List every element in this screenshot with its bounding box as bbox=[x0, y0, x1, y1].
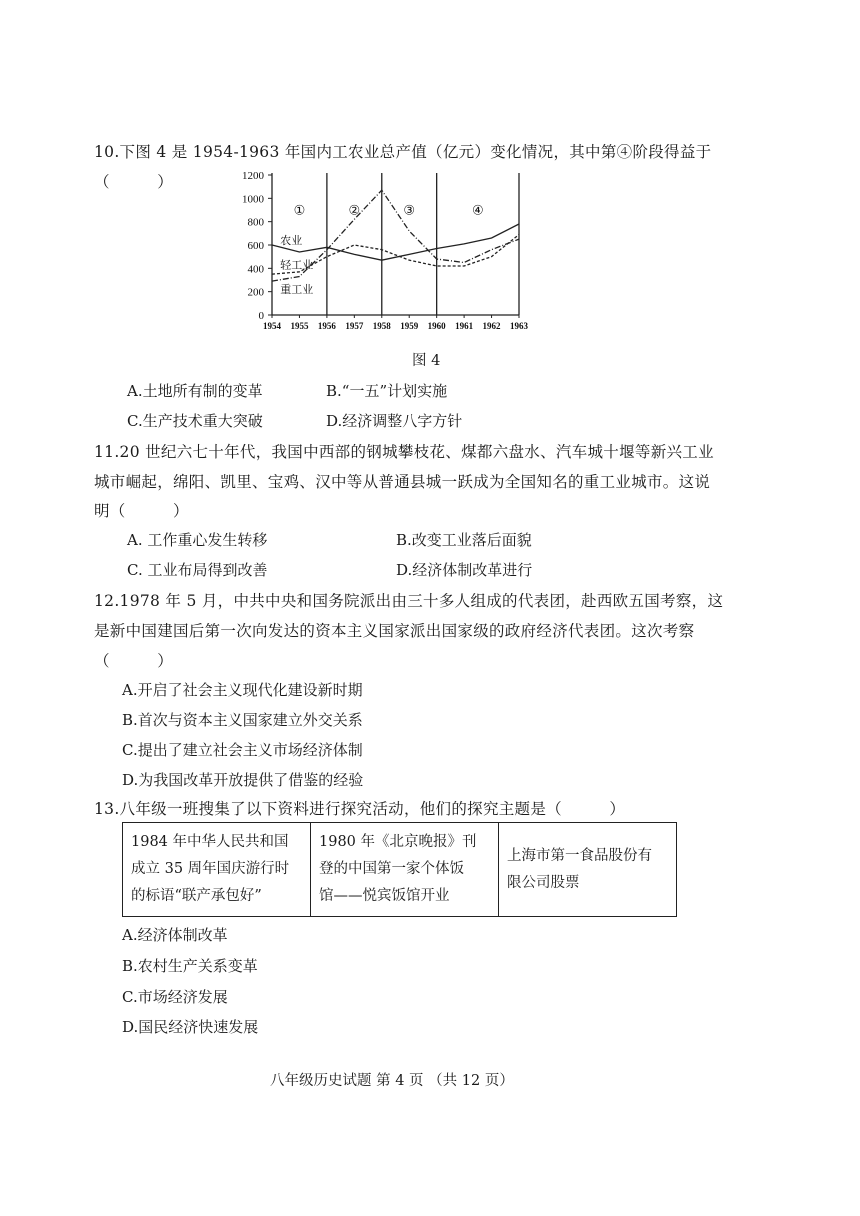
q11-stem-line3: 明（ ） bbox=[94, 502, 189, 520]
q13-option-a[interactable]: A.经济体制改革 bbox=[122, 926, 228, 944]
y-tick-label: 600 bbox=[247, 240, 264, 252]
q11-stem-line1: 11.20 世纪六七十年代，我国中西部的钢城攀枝花、煤都六盘水、汽车城十堰等新兴工业 bbox=[94, 443, 714, 461]
series-label: 重工业 bbox=[280, 282, 314, 296]
y-tick-label: 800 bbox=[247, 216, 264, 229]
q12-option-c[interactable]: C.提出了建立社会主义市场经济体制 bbox=[122, 741, 363, 759]
x-tick-label: 1954 bbox=[263, 321, 281, 331]
phase-label: ① bbox=[293, 203, 306, 219]
output-value-line-chart bbox=[210, 165, 540, 335]
y-tick-label: 400 bbox=[247, 263, 264, 276]
q12-stem-line2: 是新中国建国后第一次向发达的资本主义国家派出国家级的政府经济代表团。这次考察 bbox=[94, 622, 695, 640]
material-2-line-1: 1980 年《北京晚报》刊 bbox=[319, 834, 477, 850]
material-1-line-3: 的标语“联产承包好” bbox=[131, 888, 262, 904]
material-cell-1 bbox=[123, 823, 311, 917]
q12-stem-line3: （ ） bbox=[94, 652, 174, 670]
q10-option-a[interactable]: A.土地所有制的变革 bbox=[127, 382, 263, 400]
q11-option-c[interactable]: C. 工业布局得到改善 bbox=[127, 561, 268, 579]
x-tick-label: 1957 bbox=[345, 321, 364, 331]
material-2-line-3: 馆——悦宾饭馆开业 bbox=[319, 888, 450, 904]
q10-option-d[interactable]: D.经济调整八字方针 bbox=[326, 412, 463, 430]
chart-y-ticks bbox=[242, 170, 272, 322]
q12-option-d[interactable]: D.为我国改革开放提供了借鉴的经验 bbox=[122, 771, 364, 789]
q11-option-d[interactable]: D.经济体制改革进行 bbox=[396, 561, 533, 579]
x-tick-label: 1962 bbox=[482, 321, 501, 331]
q10-option-c[interactable]: C.生产技术重大突破 bbox=[127, 412, 263, 430]
series-label: 农业 bbox=[280, 233, 303, 247]
material-1-line-2: 成立 35 周年国庆游行时 bbox=[131, 861, 290, 877]
y-tick-label: 1200 bbox=[242, 170, 264, 182]
q11-option-a[interactable]: A. 工作重心发生转移 bbox=[127, 531, 268, 549]
x-tick-label: 1961 bbox=[455, 321, 474, 331]
y-tick-label: 200 bbox=[247, 286, 264, 299]
q13-materials-table bbox=[122, 822, 677, 917]
q11-option-b[interactable]: B.改变工业落后面貌 bbox=[396, 531, 532, 549]
chart-x-ticks bbox=[263, 315, 529, 331]
x-tick-label: 1963 bbox=[510, 321, 528, 331]
y-tick-label: 1000 bbox=[242, 193, 264, 206]
q13-option-c[interactable]: C.市场经济发展 bbox=[122, 988, 228, 1006]
series-label: 轻工业 bbox=[280, 258, 314, 272]
material-3-line-1: 上海市第一食品股份有 bbox=[507, 847, 652, 864]
q13-option-b[interactable]: B.农村生产关系变革 bbox=[122, 957, 258, 975]
x-tick-label: 1960 bbox=[427, 321, 446, 331]
chart-series-labels bbox=[280, 233, 313, 296]
phase-label: ④ bbox=[472, 203, 484, 219]
q12-option-a[interactable]: A.开启了社会主义现代化建设新时期 bbox=[122, 681, 363, 699]
material-1-line-1: 1984 年中华人民共和国 bbox=[131, 834, 289, 850]
phase-label: ③ bbox=[403, 203, 416, 219]
material-cell-3 bbox=[499, 823, 677, 917]
q10-stem-line1: 10.下图 4 是 1954-1963 年国内工农业总产值（亿元）变化情况，其中第④阶段得益于 bbox=[94, 143, 712, 161]
page-footer: 八年级历史试题 第 4 页 （共 12 页） bbox=[270, 1073, 514, 1089]
chart-phase-labels bbox=[294, 204, 484, 219]
figure-caption: 图 4 bbox=[412, 353, 441, 369]
material-3-line-2: 限公司股票 bbox=[507, 874, 580, 891]
x-tick-label: 1959 bbox=[400, 321, 419, 331]
material-2-line-2: 登的中国第一家个体饭 bbox=[319, 861, 464, 877]
q13-option-d[interactable]: D.国民经济快速发展 bbox=[122, 1018, 259, 1036]
q13-stem-line1: 13.八年级一班搜集了以下资料进行探究活动，他们的探究主题是（ ） bbox=[94, 800, 626, 818]
chart-phase-dividers bbox=[327, 173, 437, 315]
x-tick-label: 1956 bbox=[317, 321, 336, 331]
q11-stem-line2: 城市崛起，绵阳、凯里、宝鸡、汉中等从普通县城一跃成为全国知名的重工业城市。这说 bbox=[94, 473, 711, 491]
q10-answer-blank: （ ） bbox=[94, 173, 174, 191]
material-cell-2 bbox=[311, 823, 499, 917]
phase-label: ② bbox=[348, 203, 361, 219]
q12-option-b[interactable]: B.首次与资本主义国家建立外交关系 bbox=[122, 711, 363, 729]
q13-materials-row bbox=[123, 823, 677, 917]
x-tick-label: 1958 bbox=[372, 321, 391, 331]
y-tick-label: 0 bbox=[258, 310, 264, 322]
x-tick-label: 1955 bbox=[290, 321, 309, 331]
q10-option-b[interactable]: B.“一五”计划实施 bbox=[326, 382, 448, 400]
q12-stem-line1: 12.1978 年 5 月，中共中央和国务院派出由三十多人组成的代表团，赴西欧五国考察，这 bbox=[94, 592, 724, 610]
